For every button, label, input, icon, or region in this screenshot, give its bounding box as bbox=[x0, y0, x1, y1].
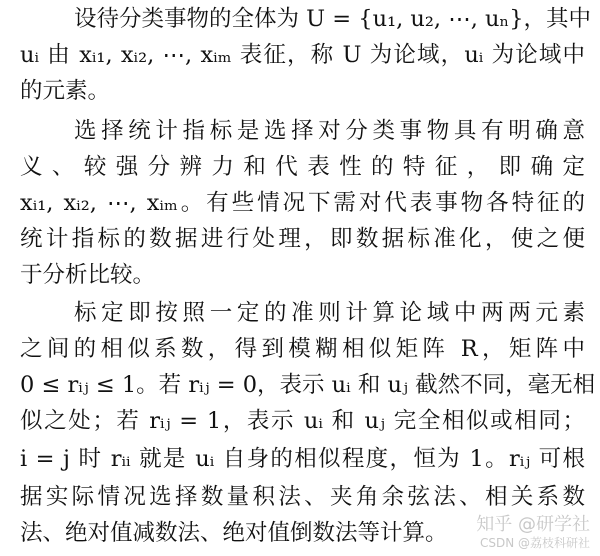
text-line: 标定即按照一定的准则计算论域中两两元素 bbox=[74, 300, 585, 326]
text-line: 似之处；若 rᵢⱼ = 1，表示 uᵢ 和 uⱼ 完全相似或相同； bbox=[20, 408, 585, 434]
text-line: 于分析比较。 bbox=[20, 262, 156, 288]
text-line: 选择统计指标是选择对分类事物具有明确意 bbox=[74, 118, 585, 144]
text-line: uᵢ 由 xᵢ₁, xᵢ₂, ⋯, xᵢₘ 表征，称 U 为论域，uᵢ 为论域中 bbox=[20, 42, 585, 68]
text-line: 义、较强分辨力和代表性的特征，即确定 bbox=[20, 154, 585, 180]
text-line: 据实际情况选择数量积法、夹角余弦法、相关系数 bbox=[20, 484, 585, 510]
text-line: 统计指标的数据进行处理，即数据标准化，使之便 bbox=[20, 226, 585, 252]
text-line: 法、绝对值减数法、绝对值倒数法等计算。 bbox=[20, 520, 448, 546]
text-line: 0 ≤ rᵢⱼ ≤ 1。若 rᵢⱼ = 0，表示 uᵢ 和 uⱼ 截然不同，毫无相 bbox=[20, 372, 596, 398]
text-line: 之间的相似系数，得到模糊相似矩阵 R，矩阵中 bbox=[20, 336, 585, 362]
text-line: i = j 时 rᵢᵢ 就是 uᵢ 自身的相似程度，恒为 1。rᵢⱼ 可根 bbox=[20, 446, 585, 472]
text-line: xᵢ₁, xᵢ₂, ⋯, xᵢₘ。有些情况下需对代表事物各特征的 bbox=[20, 190, 585, 216]
text-line: 的元素。 bbox=[20, 78, 111, 104]
watermark-csdn: CSDN @荔枝科研社 bbox=[479, 536, 590, 550]
watermark-zhihu: 知乎 @研学社 bbox=[476, 514, 590, 535]
watermark bbox=[476, 516, 590, 552]
text-line: 设待分类事物的全体为 U = {u₁, u₂, ⋯, uₙ}，其中 bbox=[74, 6, 592, 32]
